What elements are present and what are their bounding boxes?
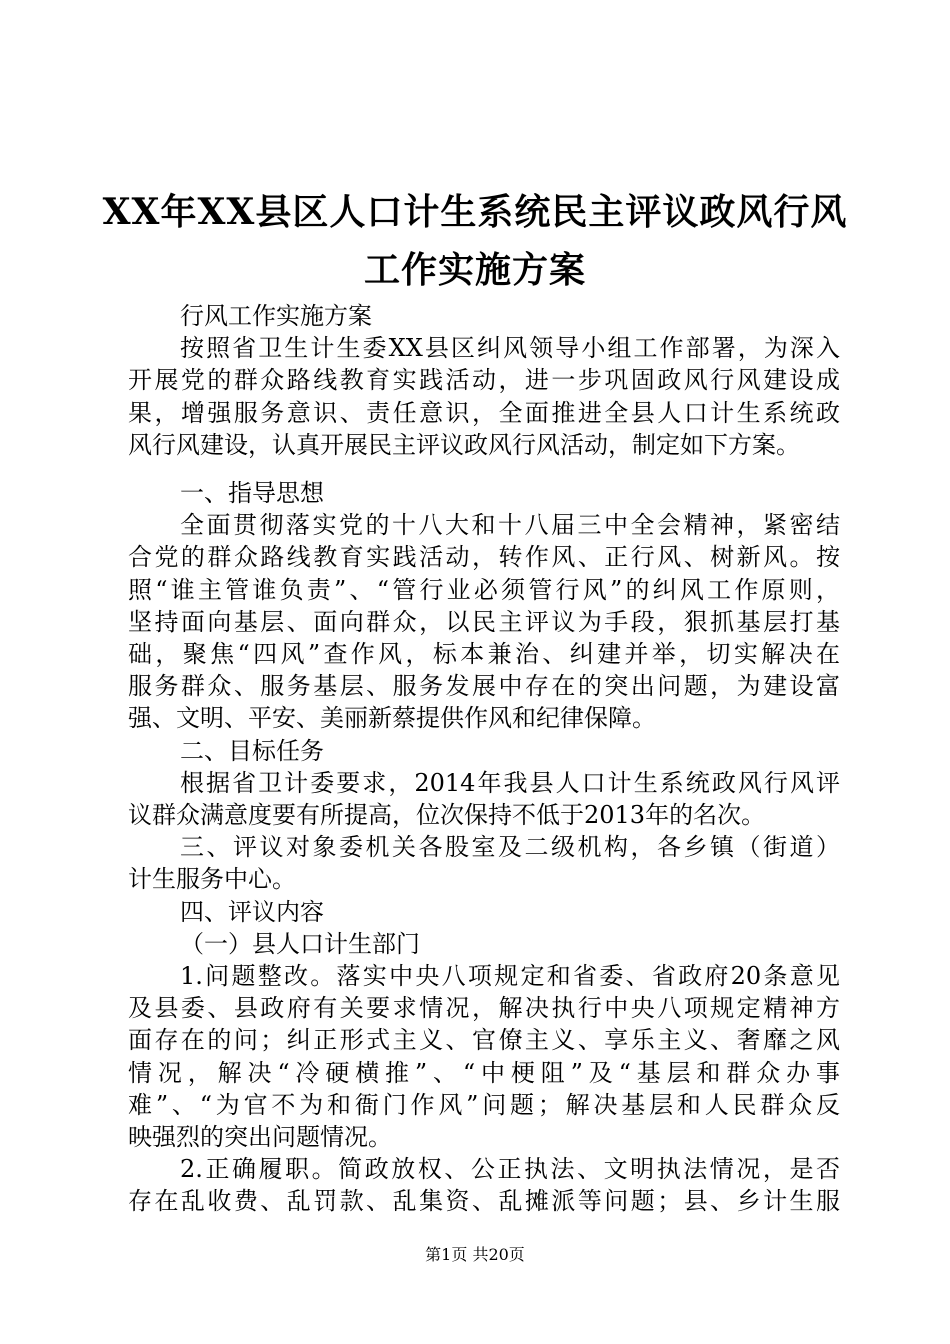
body-line: 强、文明、平安、美丽新蔡提供作风和纪律保障。 — [128, 704, 656, 732]
section-heading: 四、评议内容 — [180, 898, 324, 926]
section-heading: 一、指导思想 — [180, 479, 324, 507]
body-line: 全面贯彻落实党的十八大和十八届三中全会精神，紧密结 — [180, 511, 840, 539]
body-line: 按照省卫生计生委XX县区纠风领导小组工作部署，为深入 — [180, 334, 840, 362]
body-line: 合党的群众路线教育实践活动，转作风、正行风、树新风。按 — [128, 543, 840, 571]
body-line: 映强烈的突出问题情况。 — [128, 1123, 392, 1151]
body-line: 及县委、县政府有关要求情况，解决执行中央八项规定精神方 — [128, 994, 840, 1022]
document-title-line-1: XX年XX县区人口计生系统民主评议政风行风 — [102, 191, 848, 233]
body-line: 服务群众、服务基层、服务发展中存在的突出问题，为建设富 — [128, 672, 840, 700]
body-line: 开展党的群众路线教育实践活动，进一步巩固政风行风建设成 — [128, 366, 840, 394]
body-line: 果，增强服务意识、责任意识，全面推进全县人口计生系统政 — [128, 399, 840, 427]
body-line: 根据省卫计委要求，2014年我县人口计生系统政风行风评 — [180, 769, 840, 797]
body-line: 行风工作实施方案 — [180, 302, 372, 330]
body-line: 情况，解决“冷硬横推”、“中梗阻”及“基层和群众办事 — [128, 1059, 840, 1087]
body-line: 2.正确履职。简政放权、公正执法、文明执法情况，是否 — [180, 1155, 840, 1183]
body-line: 风行风建设，认真开展民主评议政风行风活动，制定如下方案。 — [128, 431, 800, 459]
body-line: 议群众满意度要有所提高，位次保持不低于2013年的名次。 — [128, 801, 766, 829]
section-heading: 二、目标任务 — [180, 737, 324, 765]
body-line: 础，聚焦“四风”查作风，标本兼治、纠建并举，切实解决在 — [128, 640, 840, 668]
body-line: 存在乱收费、乱罚款、乱集资、乱摊派等问题；县、乡计生服 — [128, 1187, 840, 1215]
subsection-heading: （一）县人口计生部门 — [180, 930, 420, 958]
document-title-line-2: 工作实施方案 — [363, 249, 586, 291]
body-line: 计生服务中心。 — [128, 865, 296, 893]
body-line: 难”、“为官不为和衙门作风”问题；解决基层和人民群众反 — [128, 1091, 840, 1119]
body-line: 坚持面向基层、面向群众，以民主评议为手段，狠抓基层打基 — [128, 608, 840, 636]
section-heading: 三、评议对象委机关各股室及二级机构，各乡镇（街道） — [180, 833, 840, 861]
body-line: 面存在的问；纠正形式主义、官僚主义、享乐主义、奢靡之风 — [128, 1026, 840, 1054]
body-line: 1.问题整改。落实中央八项规定和省委、省政府20条意见 — [180, 962, 840, 990]
page-footer: 第1页 共20页 — [425, 1245, 525, 1264]
body-line: 照“谁主管谁负责”、“管行业必须管行风”的纠风工作原则， — [128, 576, 840, 604]
